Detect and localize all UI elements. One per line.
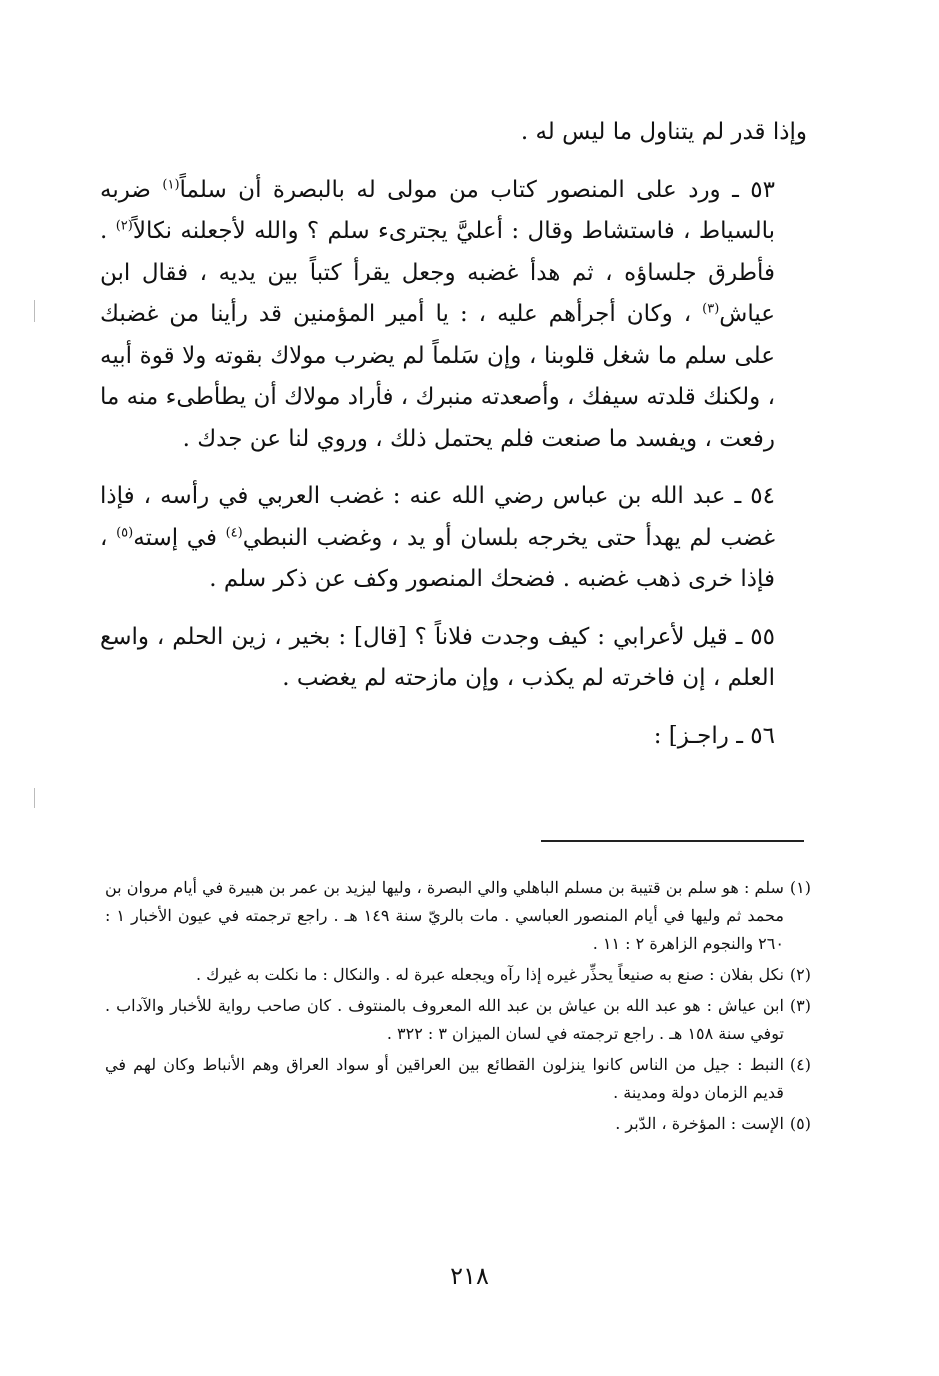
footnote-text: سلم : هو سلم بن قتيبة بن مسلم الباهلي والي البصرة ، وليها ليزيد بن عمر بن هبيرة في أيام مروان بن محمد ثم وليها في أيام المنصور العباسي . مات بالريّ سنة ١٤٩ هـ . راجع ترجمته في عيون الأخبار ١ : ٢٦٠ والنجوم الزاهرة ٢ : ١١ .	[105, 878, 784, 953]
paragraph-number: ٥٣ ـ	[732, 176, 776, 203]
footnotes	[105, 874, 811, 1141]
scan-margin-mark	[34, 300, 35, 322]
footnote-1	[105, 874, 811, 958]
page-number: ٢١٨	[450, 1262, 489, 1290]
footnote-number: (٤)	[789, 1055, 811, 1074]
paragraph-text: ضربه بالسياط ، فاستشاط وقال : أعليَّ يجترىء سلم ؟ والله لأجعلنه نكالاً	[100, 176, 775, 244]
footnote-text: النبط : جيل من الناس كانوا ينزلون القطائع بين العراقين أو سواد العراق وهم الأنباط وكان لهم في قديم الزمان دولة ومدينة .	[105, 1055, 784, 1102]
intro-line	[100, 112, 807, 154]
footnote-ref-2: (٢)	[115, 218, 133, 234]
footnote-text: ابن عياش : هو عبد الله بن عياش بن عبد الله المعروف بالمنتوف . كان صاحب رواية للأخبار والآداب . توفي سنة ١٥٨ هـ . راجع ترجمته في لسان الميزان ٣ : ٣٢٢ .	[105, 996, 784, 1043]
footnote-number: (٣)	[789, 996, 811, 1015]
main-text	[100, 112, 807, 757]
footnote-text: نكل بفلان : صنع به صنيعاً يحذِّر غيره إذا رآه ويجعله عبرة له . والنكال : ما نكلت به غيرك .	[195, 965, 784, 984]
paragraph-text: في إسته	[133, 524, 217, 551]
paragraph-53	[100, 170, 807, 461]
footnote-5	[105, 1110, 811, 1138]
intro-line-text: وإذا قدر لم يتناول ما ليس له .	[520, 119, 807, 145]
footnote-3	[105, 992, 811, 1048]
paragraph-54	[100, 476, 807, 601]
paragraph-text: ، فإذا خرى ذهب غضبه . فضحك المنصور وكف عن ذكر سلم .	[100, 524, 775, 592]
paragraph-56	[100, 716, 807, 758]
paragraph-text: ، وكان أجرأهم عليه ، : يا أمير المؤمنين قد رأينا من غضبك على سلم ما شغل قلوبنا ، وإن سَلماً لم يضرب مولاك بقوته ولا قوة أبيه ، ولكنك قلدته سيفك ، وأصعدته منبرك ، فأراد مولاك أن يطأطىء منه ما رفعت ، ويفسد ما صنعت فلم يحتمل ذلك ، وروي لنا عن جدك .	[100, 301, 775, 452]
footnote-ref-5: (٥)	[116, 524, 134, 540]
paragraph-text: قيل لأعرابي : كيف وجدت فلاناً ؟ [قال] : بخير ، زين الحلم ، واسع العلم ، إن فاخرته لم يكذب ، وإن مازحته لم يغضب .	[100, 623, 775, 691]
footnote-number: (٥)	[789, 1114, 811, 1133]
paragraph-text: ورد على المنصور كتاب من مولى له بالبصرة أن سلماً	[179, 176, 721, 203]
paragraph-55	[100, 617, 807, 700]
footnote-ref-1: (١)	[162, 176, 180, 192]
footnote-4	[105, 1051, 811, 1107]
footnote-divider	[541, 840, 804, 842]
paragraph-number: ٥٤ ـ	[734, 483, 776, 509]
footnote-number: (٢)	[789, 965, 811, 984]
paragraph-number: ٥٦ ـ	[736, 722, 775, 749]
footnote-2	[105, 961, 811, 989]
scan-margin-mark	[34, 788, 35, 808]
paragraph-text: عبد الله بن عباس رضي الله عنه : غضب العربي في رأسه ، فإذا غضب لم يهدأ حتى يخرجه بلسان أو يد ، وغضب النبطي	[100, 483, 776, 551]
paragraph-text: . فأطرق جلساؤه ، ثم هدأ غضبه وجعل يقرأ كتباً بين يديه ، فقال ابن عياش	[100, 218, 776, 327]
paragraph-text: راجـز] :	[653, 722, 729, 749]
footnote-ref-3: (٣)	[702, 301, 720, 317]
paragraph-number: ٥٥ ـ	[735, 623, 775, 650]
footnote-number: (١)	[789, 878, 811, 897]
footnote-text: الإست : المؤخرة ، الدّبر .	[615, 1114, 784, 1133]
footnote-ref-4: (٤)	[225, 524, 243, 540]
